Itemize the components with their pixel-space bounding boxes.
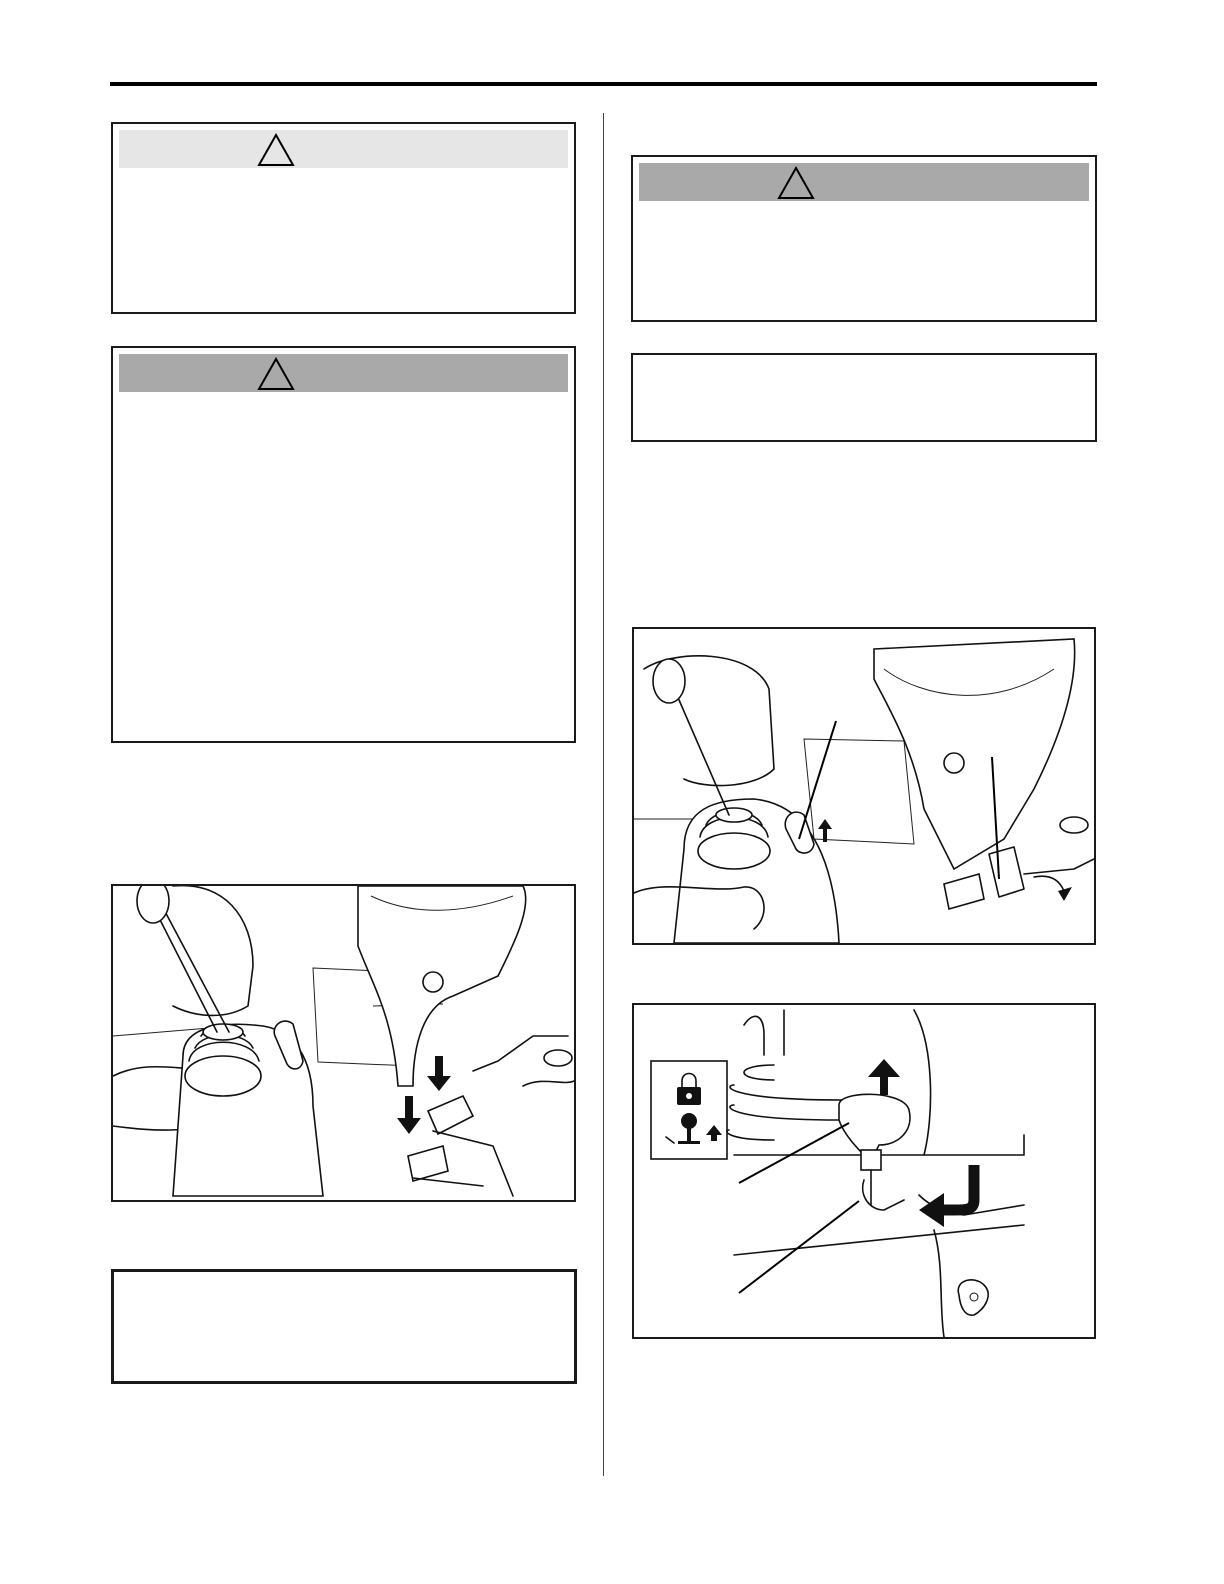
note-box-right [631,353,1097,442]
column-divider [603,113,604,1476]
note-box-left [111,1269,577,1384]
lock-lever-illustration [634,629,1094,943]
warning-box-left [111,346,576,743]
caution-header-bar [119,130,568,168]
warning-triangle-icon [777,166,815,200]
caution-box [111,122,576,314]
warning-box-right [631,155,1097,322]
lock-lever-detail-illustration [634,1005,1094,1337]
header-rule [110,82,1097,86]
warning-header-bar [639,163,1089,201]
figure-lock-lever-detail [632,1003,1096,1339]
warning-triangle-icon [257,133,295,167]
lock-symbol-decal [651,1061,727,1159]
figure-lock-lever-raised [632,627,1096,945]
warning-triangle-icon [257,357,295,391]
figure-joystick-pedals [111,884,576,1202]
joystick-pedals-illustration [113,886,574,1200]
warning-header-bar [119,354,568,392]
